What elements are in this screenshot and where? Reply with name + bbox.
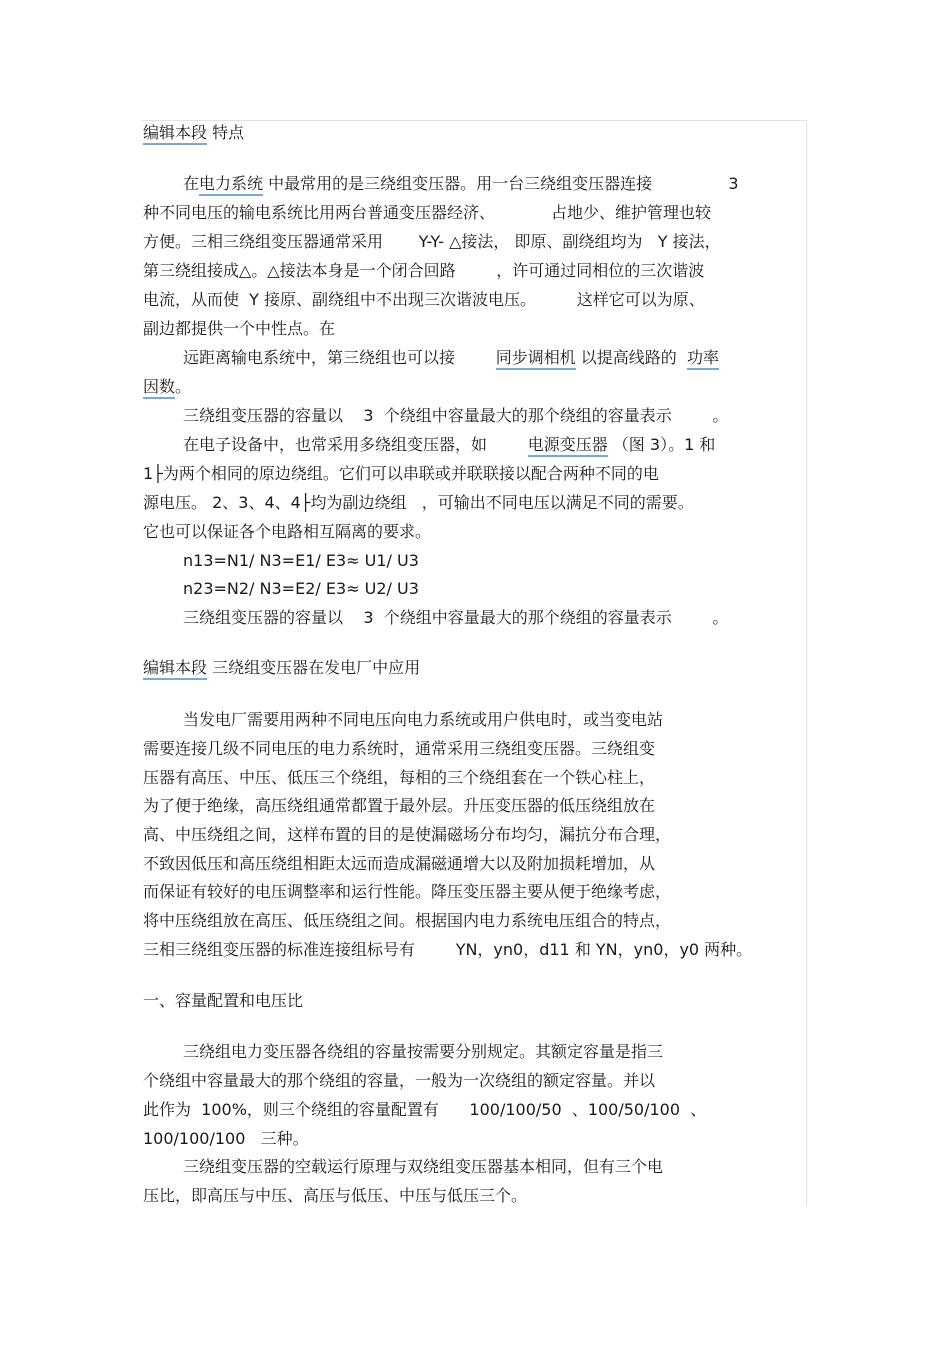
paragraph-line: 1├为两个相同的原边绕组。它们可以串联或并联联接以配合两种不同的电 — [143, 464, 659, 483]
paragraph-line — [143, 376, 191, 399]
link-power-factor[interactable]: 功率 — [687, 348, 719, 370]
paragraph-line: 三绕组变压器的容量以 3 个绕组中容量最大的那个绕组的容量表示 。 — [183, 608, 729, 627]
paragraph-line: 源电压。 2、3、4、4├均为副边绕组 ，可输出不同电压以满足不同的需要。 — [143, 493, 694, 512]
paragraph-line: 第三绕组接成△。△接法本身是一个闭合回路 ，许可通过同相位的三次谐波 — [143, 261, 705, 280]
paragraph-line: 三绕组变压器的容量以 3 个绕组中容量最大的那个绕组的容量表示 。 — [183, 406, 729, 425]
paragraph-line: 当发电厂需要用两种不同电压向电力系统或用户供电时，或当变电站 — [183, 710, 664, 729]
paragraph-line: 此作为 100%，则三个绕组的容量配置有 100/100/50 、100/50/100 、 — [143, 1100, 707, 1119]
link-power-transformer[interactable]: 电源变压器 — [528, 435, 608, 457]
paragraph-line: 副边都提供一个中性点。在 — [143, 319, 336, 338]
text-span: 在 — [183, 174, 200, 193]
paragraph-line: 种不同电压的输电系统比用两台普通变压器经济、 占地少、维护管理也较 — [143, 203, 711, 222]
text-span: （图 3）。1 和 — [607, 435, 716, 454]
paragraph-line: 不致因低压和高压绕组相距太远而造成漏磁通增大以及附加损耗增加，从 — [143, 854, 656, 873]
paragraph-line: 压器有高压、中压、低压三个绕组，每相的三个绕组套在一个铁心柱上， — [143, 768, 656, 787]
section-heading-capacity: 一、容量配置和电压比 — [143, 991, 304, 1010]
paragraph-line: 高、中压绕组之间，这样布置的目的是使漏磁场分布均匀，漏抗分布合理， — [143, 825, 672, 844]
paragraph-line — [183, 173, 739, 196]
paragraph-line — [183, 347, 719, 370]
text-span: 。 — [175, 377, 192, 396]
paragraph-line: 三相三绕组变压器的标准连接组标号有 YN，yn0，d11 和 YN，yn0，y0 两种。 — [143, 940, 753, 959]
formula-line: n13=N1/ N3=E1/ E3≈ U1/ U3 — [183, 551, 419, 570]
paragraph-line: 方便。三相三绕组变压器通常采用 Y-Y- △接法， 即原、副绕组均为 Y 接法， — [143, 232, 721, 251]
text-span: 在电子设备中，也常采用多绕组变压器，如 — [183, 435, 528, 454]
section-heading-application — [143, 657, 420, 680]
section-title: 特点 — [212, 123, 245, 142]
paragraph-line: 个绕组中容量最大的那个绕组的容量，一般为一次绕组的额定容量。并以 — [143, 1071, 656, 1090]
section-title: 三绕组变压器在发电厂中应用 — [212, 658, 421, 677]
link-power-factor-cont[interactable]: 因数 — [143, 377, 175, 399]
edit-section-link[interactable]: 编辑本段 — [143, 658, 207, 680]
link-synchronous-condenser[interactable]: 同步调相机 — [496, 348, 576, 370]
paragraph-line: 为了便于绝缘，高压绕组通常都置于最外层。升压变压器的低压绕组放在 — [143, 796, 656, 815]
paragraph-line: 将中压绕组放在高压、低压绕组之间。根据国内电力系统电压组合的特点， — [143, 911, 672, 930]
section-heading-features — [143, 122, 244, 145]
paragraph-line: 三绕组变压器的空载运行原理与双绕组变压器基本相同，但有三个电 — [183, 1157, 664, 1176]
paragraph-line: 需要连接几级不同电压的电力系统时，通常采用三绕组变压器。三绕组变 — [143, 739, 656, 758]
link-power-system[interactable]: 电力系统 — [199, 174, 263, 196]
text-span: 中最常用的是三绕组变压器。用一台三绕组变压器连接 3 — [268, 174, 739, 193]
paragraph-line: 压比，即高压与中压、高压与低压、中压与低压三个。 — [143, 1186, 528, 1205]
text-span: 以提高线路的 — [575, 348, 687, 367]
paragraph-line: 100/100/100 三种。 — [143, 1129, 309, 1148]
formula-line: n23=N2/ N3=E2/ E3≈ U2/ U3 — [183, 579, 419, 598]
paragraph-line: 而保证有较好的电压调整率和运行性能。降压变压器主要从便于绝缘考虑， — [143, 882, 672, 901]
paragraph-line: 电流，从而使 Y 接原、副绕组中不出现三次谐波电压。 这样它可以为原、 — [143, 290, 705, 309]
paragraph-line — [183, 434, 715, 457]
paragraph-line: 三绕组电力变压器各绕组的容量按需要分别规定。其额定容量是指三 — [183, 1042, 664, 1061]
paragraph-line: 它也可以保证各个电路相互隔离的要求。 — [143, 522, 432, 541]
text-span: 远距离输电系统中，第三绕组也可以接 — [183, 348, 496, 367]
edit-section-link[interactable]: 编辑本段 — [143, 123, 207, 145]
